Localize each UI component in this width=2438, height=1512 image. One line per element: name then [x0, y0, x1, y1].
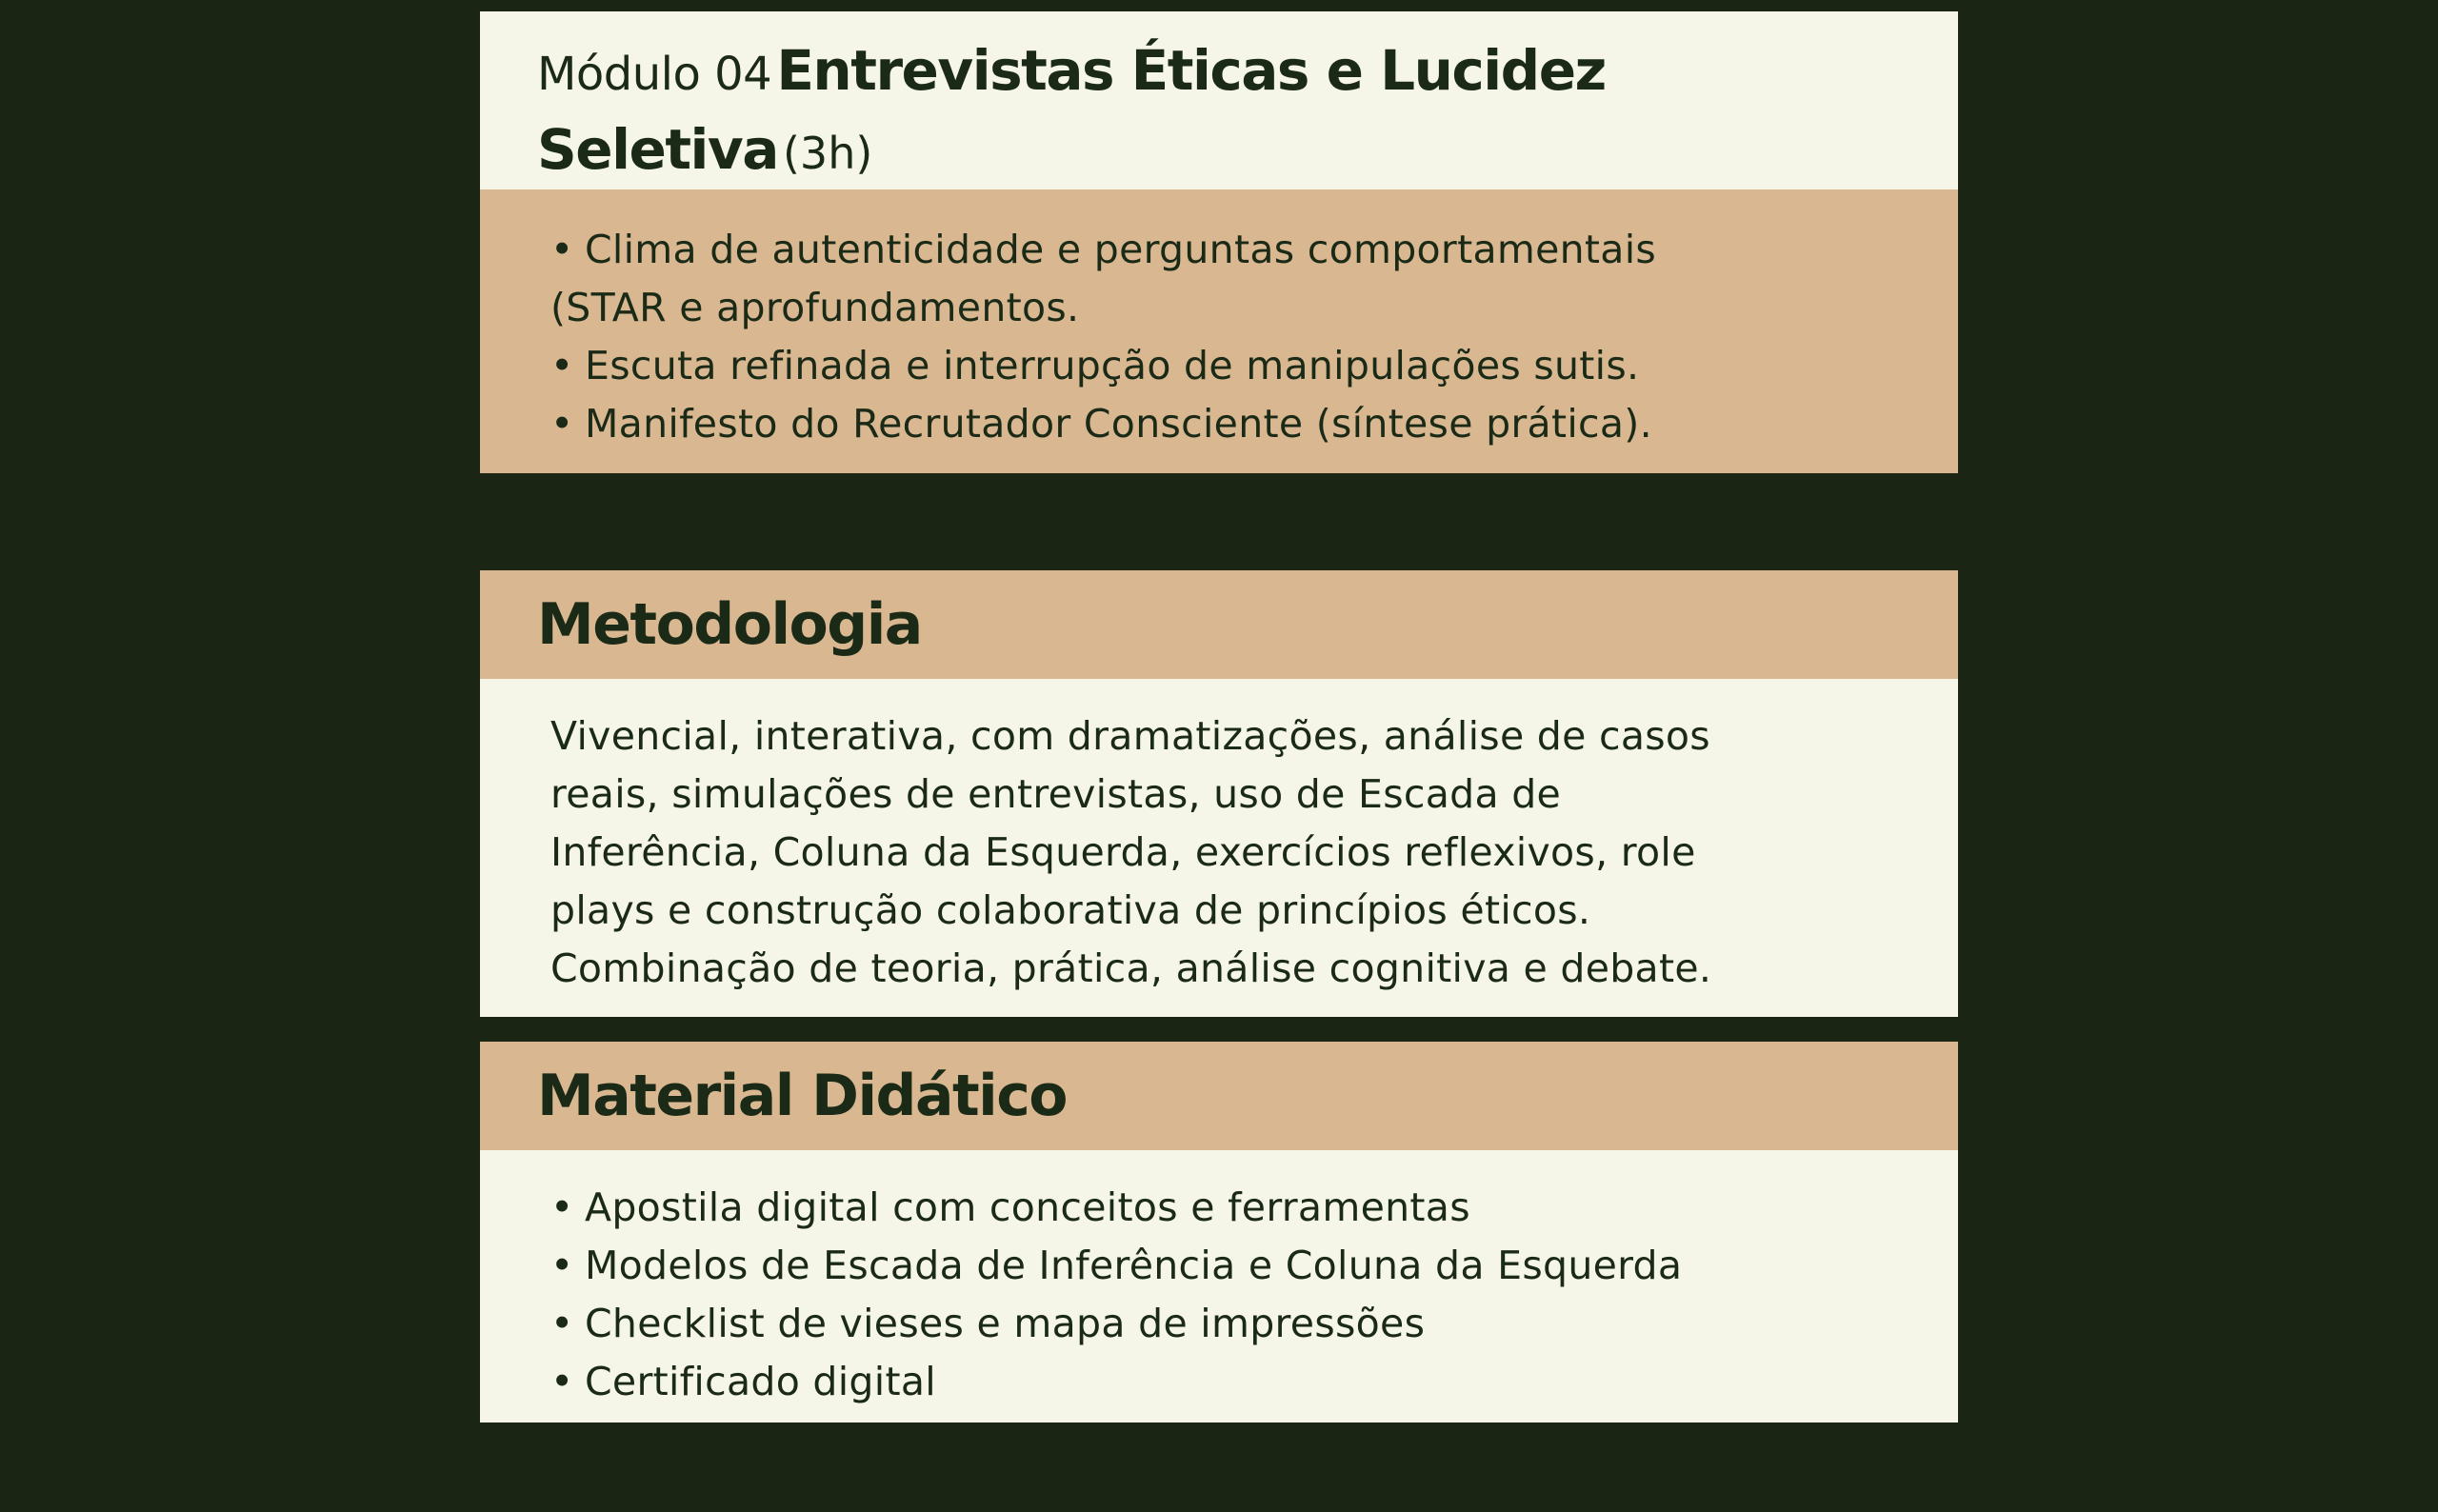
paragraph-line: Vivencial, interativa, com dramatizações, análise de casos [550, 713, 1710, 759]
list-item-text: (STAR e aprofundamentos. [550, 285, 1080, 330]
list-item-continuation [550, 279, 1901, 337]
metodologia-title: Metodologia [537, 591, 922, 658]
bullet-icon: • [550, 1184, 574, 1230]
module-title-part-1: Entrevistas Éticas e Lucidez [776, 38, 1606, 103]
material-didatico-header [480, 1042, 1958, 1150]
module-label: Módulo 04 [537, 48, 772, 101]
list-item [550, 1179, 1901, 1237]
bullet-icon: • [550, 343, 574, 388]
material-didatico-title: Material Didático [537, 1063, 1068, 1129]
module-04-content [480, 189, 1958, 473]
module-topic-list [550, 221, 1901, 453]
list-item-text: Apostila digital com conceitos e ferramentas [585, 1184, 1470, 1230]
module-title-line-1 [537, 38, 1901, 117]
bullet-icon: • [550, 1359, 574, 1404]
metodologia-paragraph [550, 707, 1901, 998]
module-title-line-2 [537, 117, 1901, 196]
paragraph-line: reais, simulações de entrevistas, uso de Escada de [550, 771, 1562, 817]
list-item-text: Modelos de Escada de Inferência e Coluna da Esquerda [585, 1243, 1683, 1288]
list-item [550, 221, 1901, 279]
paragraph-line: plays e construção colaborativa de princípios éticos. [550, 887, 1591, 933]
metodologia-content [480, 679, 1958, 1017]
list-item-text: Certificado digital [585, 1359, 936, 1404]
bullet-icon: • [550, 401, 574, 447]
material-list [550, 1179, 1901, 1411]
bullet-icon: • [550, 1301, 574, 1346]
module-04-header [480, 11, 1958, 189]
list-item [550, 337, 1901, 395]
metodologia-header [480, 570, 1958, 679]
list-item [550, 1295, 1901, 1353]
list-item-text: Clima de autenticidade e perguntas comportamentais [585, 227, 1657, 272]
bullet-icon: • [550, 1243, 574, 1288]
paragraph-line: Inferência, Coluna da Esquerda, exercícios reflexivos, role [550, 829, 1696, 875]
paragraph-line: Combinação de teoria, prática, análise cognitiva e debate. [550, 945, 1712, 991]
list-item [550, 395, 1901, 453]
list-item [550, 1353, 1901, 1411]
list-item-text: Escuta refinada e interrupção de manipulações sutis. [585, 343, 1640, 388]
bullet-icon: • [550, 227, 574, 272]
material-didatico-content [480, 1150, 1958, 1422]
list-item-text: Checklist de vieses e mapa de impressões [585, 1301, 1426, 1346]
list-item [550, 1237, 1901, 1295]
list-item-text: Manifesto do Recrutador Consciente (síntese prática). [585, 401, 1652, 447]
module-duration: (3h) [782, 128, 873, 179]
module-title-part-2: Seletiva [537, 117, 778, 182]
